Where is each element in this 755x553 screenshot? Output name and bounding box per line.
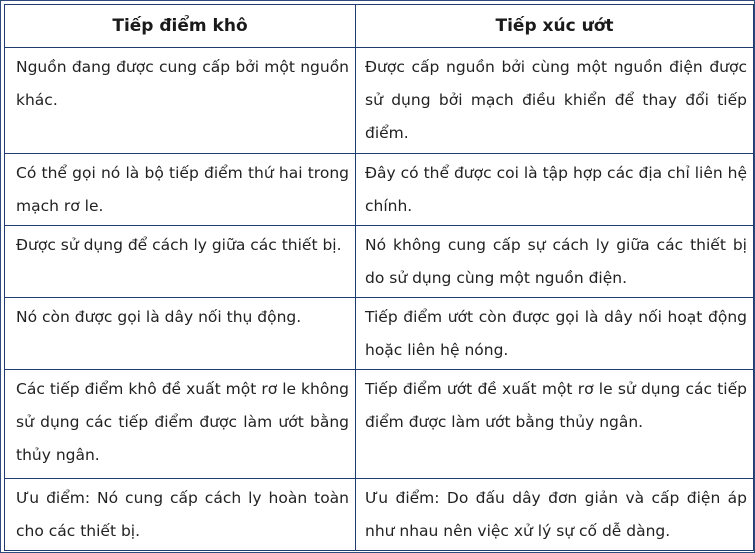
wet-contact-cell: Tiếp điểm ướt còn được gọi là dây nối hoạt động hoặc liên hệ nóng. (356, 297, 754, 369)
table-row (5, 153, 754, 226)
dry-contact-cell: Các tiếp điểm khô đề xuất một rơ le không sử dụng các tiếp điểm được làm ướt bằng thủy ngân. (5, 369, 356, 479)
wet-contact-cell: Tiếp điểm ướt đề xuất một rơ le sử dụng các tiếp điểm được làm ướt bằng thủy ngân. (356, 369, 754, 479)
table-row (5, 226, 754, 298)
header-dry-contact: Tiếp điểm khô (5, 5, 356, 48)
dry-contact-cell: Nguồn đang được cung cấp bởi một nguồn khác. (5, 48, 356, 154)
wet-contact-cell: Đây có thể được coi là tập hợp các địa chỉ liên hệ chính. (356, 153, 754, 226)
table-row (5, 479, 754, 551)
wet-contact-cell: Được cấp nguồn bởi cùng một nguồn điện được sử dụng bởi mạch điều khiển để thay đổi tiếp điểm. (356, 48, 754, 154)
comparison-table (4, 4, 754, 551)
wet-contact-cell: Ưu điểm: Do đấu dây đơn giản và cấp điện áp như nhau nên việc xử lý sự cố dễ dàng. (356, 479, 754, 551)
header-wet-contact: Tiếp xúc ướt (356, 5, 754, 48)
dry-contact-cell: Ưu điểm: Nó cung cấp cách ly hoàn toàn cho các thiết bị. (5, 479, 356, 551)
dry-contact-cell: Nó còn được gọi là dây nối thụ động. (5, 297, 356, 369)
dry-contact-cell: Có thể gọi nó là bộ tiếp điểm thứ hai trong mạch rơ le. (5, 153, 356, 226)
table-row (5, 48, 754, 154)
wet-contact-cell: Nó không cung cấp sự cách ly giữa các thiết bị do sử dụng cùng một nguồn điện. (356, 226, 754, 298)
table-row (5, 297, 754, 369)
header-row (5, 5, 754, 48)
table-row (5, 369, 754, 479)
dry-contact-cell: Được sử dụng để cách ly giữa các thiết bị. (5, 226, 356, 298)
